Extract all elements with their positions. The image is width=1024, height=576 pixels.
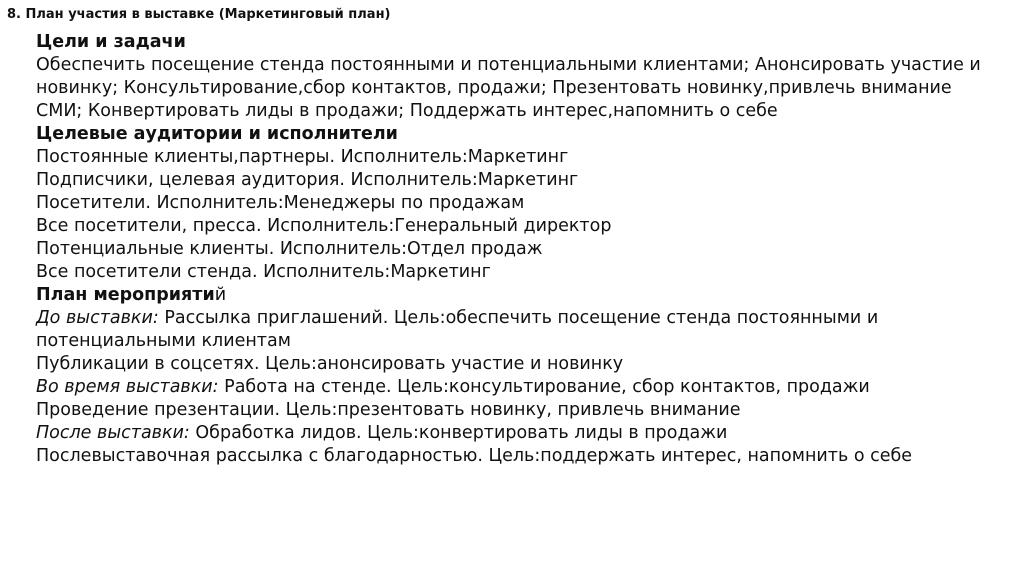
before-exhibition-text: Рассылка приглашений. Цель:обеспечить посещение стенда постоянными и [158, 308, 879, 328]
audience-item: Потенциальные клиенты. Исполнитель:Отдел продаж [36, 239, 543, 259]
activity-social: Публикации в соцсетях. Цель:анонсировать участие и новинку [36, 354, 624, 374]
audience-item: Посетители. Исполнитель:Менеджеры по продажам [36, 193, 525, 213]
activity-during [36, 376, 1014, 399]
activities-heading [36, 284, 1014, 307]
goals-text-line: новинку; Консультирование,сбор контактов, продажи; Презентовать новинку,привлечь внимание [36, 78, 952, 98]
activity-before [36, 307, 1014, 330]
audience-item: Все посетители, пресса. Исполнитель:Генеральный директор [36, 216, 612, 236]
before-exhibition-label: До выставки: [36, 308, 159, 328]
goals-text-line: СМИ; Конвертировать лиды в продажи; Поддержать интерес,напомнить о себе [36, 101, 778, 121]
audiences-heading: Целевые аудитории и исполнители [36, 124, 398, 144]
audience-item: Постоянные клиенты,партнеры. Исполнитель:Маркетинг [36, 147, 569, 167]
after-exhibition-label: После выставки: [36, 423, 190, 443]
after-exhibition-text: Обработка лидов. Цель:конвертировать лиды в продажи [189, 423, 728, 443]
activity-after [36, 422, 1014, 445]
slide-content [36, 31, 1014, 468]
activity-before-continued: потенциальными клиентам [36, 331, 291, 351]
during-exhibition-label: Во время выставки: [36, 377, 219, 397]
audience-item: Все посетители стенда. Исполнитель:Маркетинг [36, 262, 491, 282]
activities-heading-tail: й [214, 285, 227, 305]
during-exhibition-text: Работа на стенде. Цель:консультирование, сбор контактов, продажи [218, 377, 870, 397]
activities-heading-bold: План мероприяти [36, 285, 215, 305]
goals-heading: Цели и задачи [36, 32, 186, 52]
goals-text-line: Обеспечить посещение стенда постоянными и потенциальными клиентами; Анонсировать участие и [36, 55, 981, 75]
activity-mailing: Послевыставочная рассылка с благодарностью. Цель:поддержать интерес, напомнить о себе [36, 446, 913, 466]
slide-title: 8. План участия в выставке (Маркетинговый план) [7, 7, 391, 22]
audience-item: Подписчики, целевая аудитория. Исполнитель:Маркетинг [36, 170, 579, 190]
activity-presentation: Проведение презентации. Цель:презентовать новинку, привлечь внимание [36, 400, 741, 420]
